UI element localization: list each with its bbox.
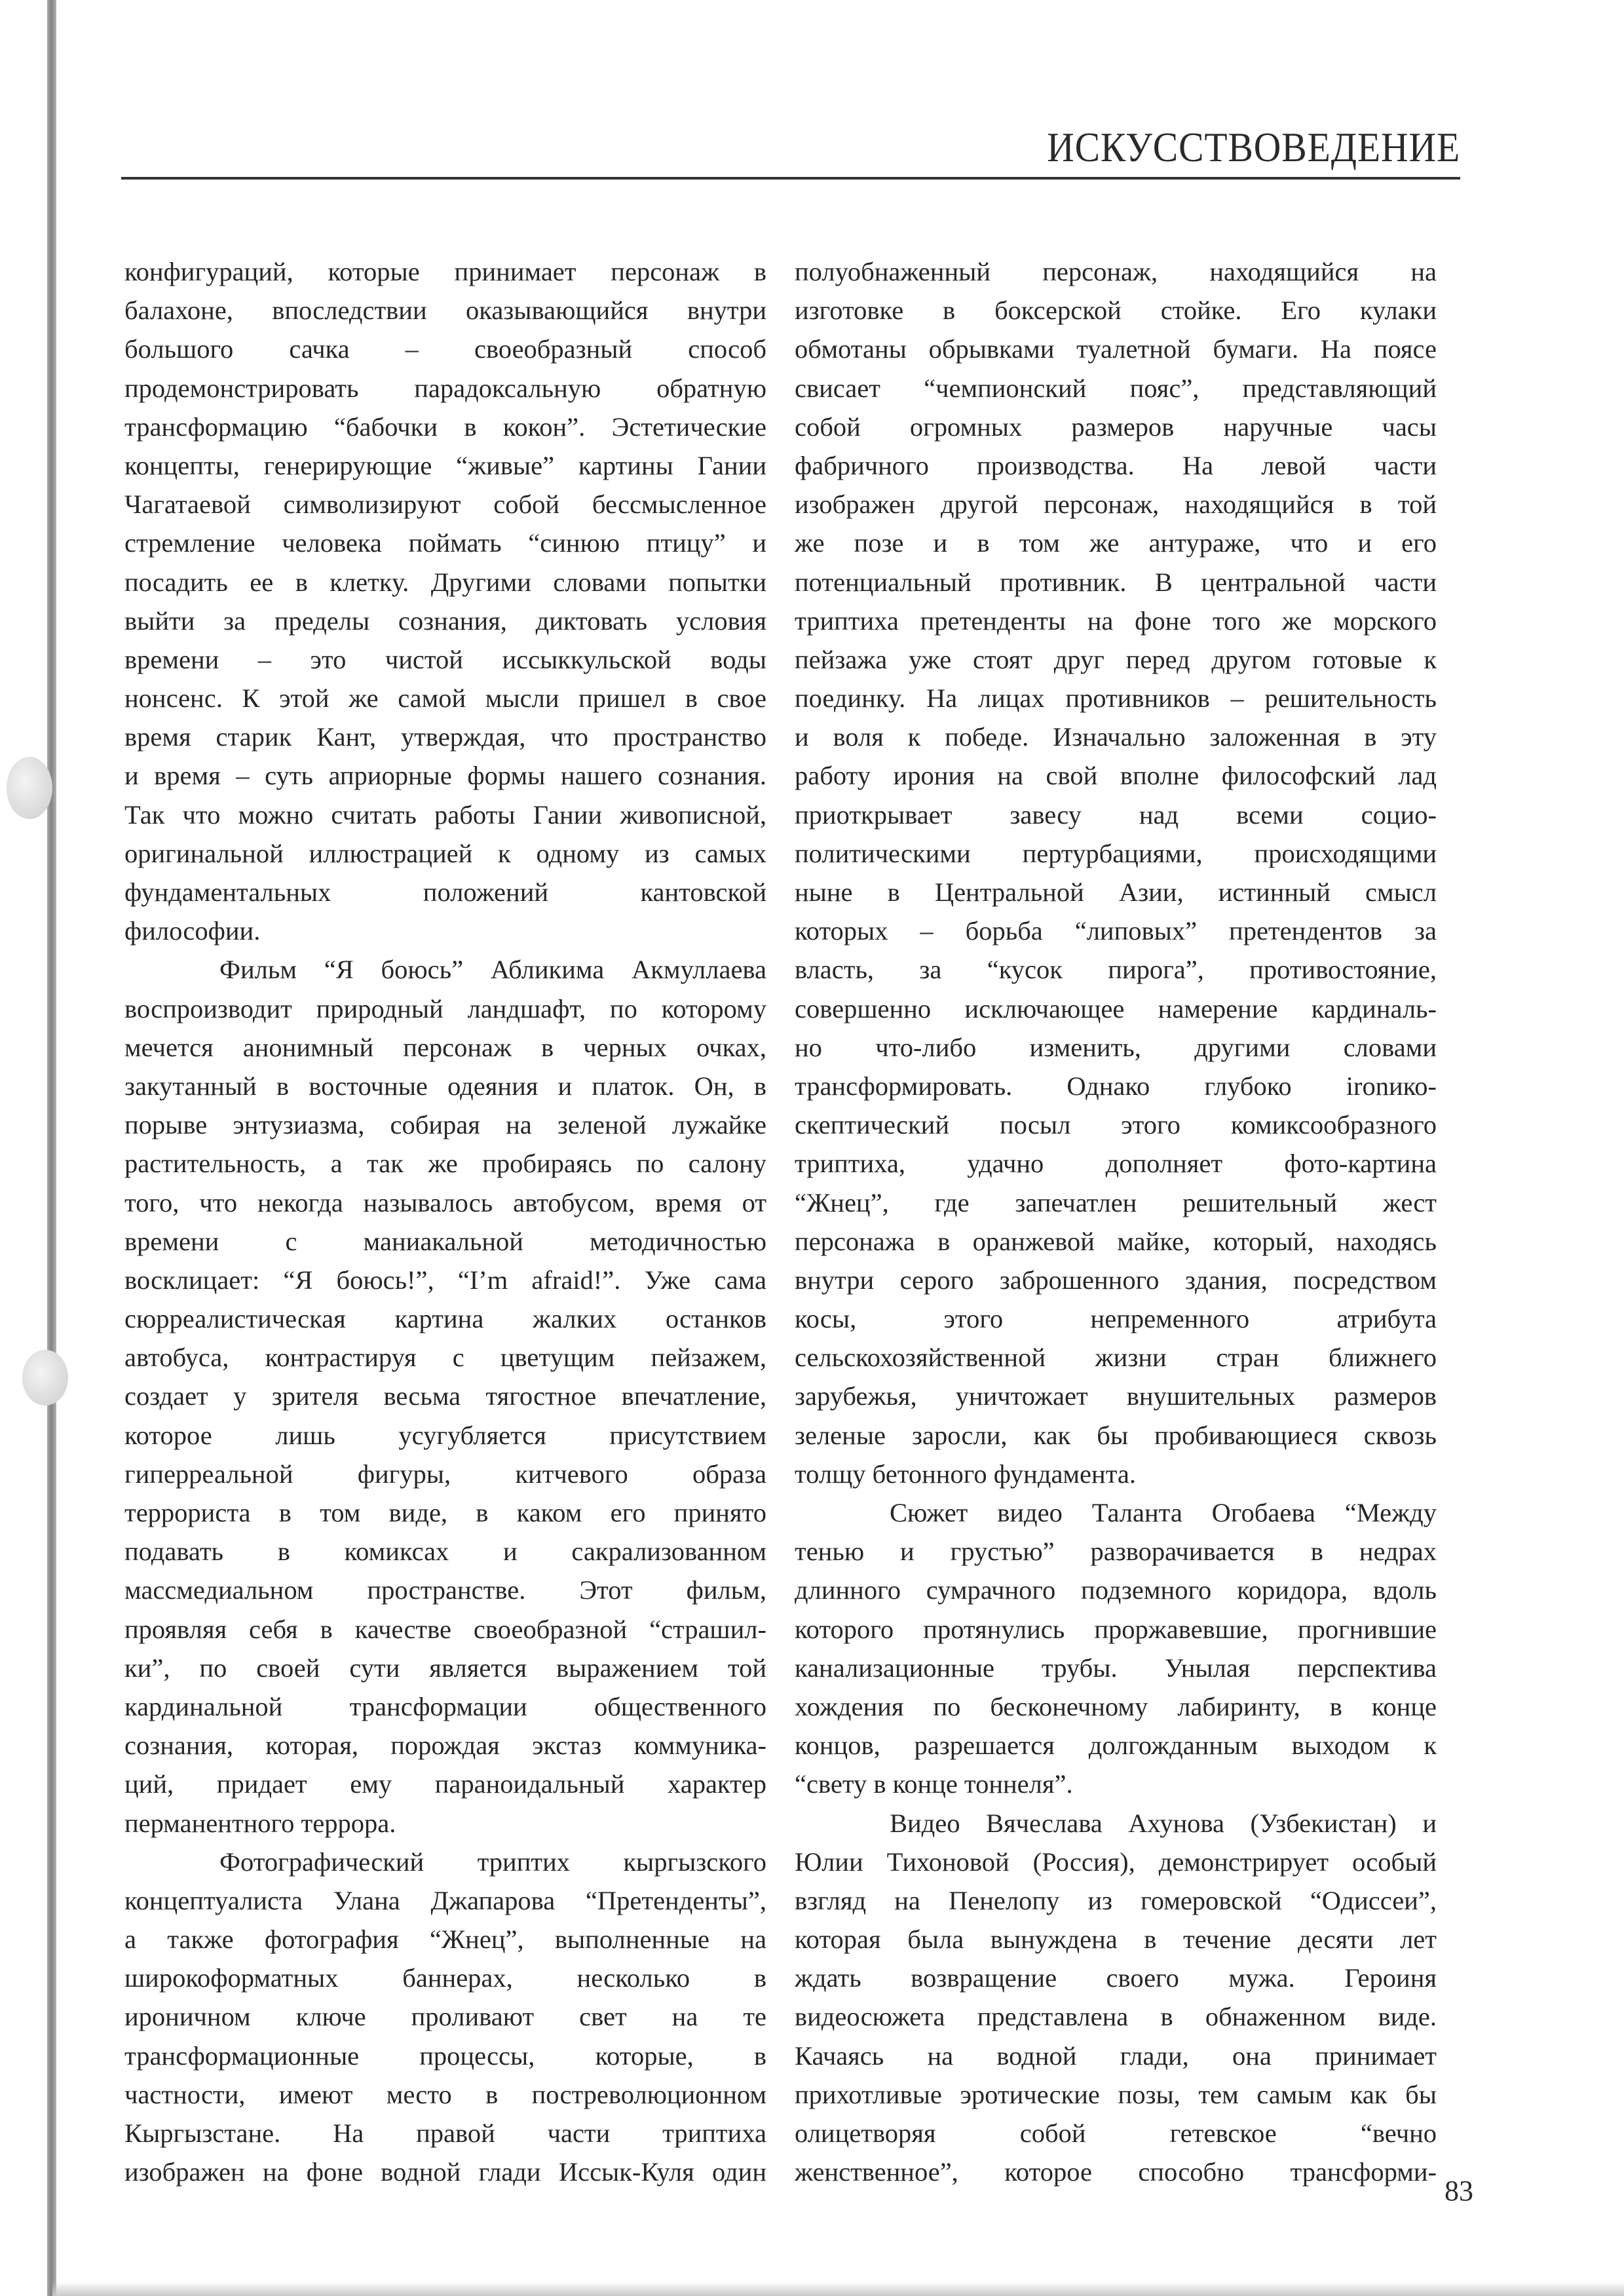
text-line: ждать возвращение своего мужа. Героиня xyxy=(795,1963,1437,1993)
text-line: полуобнаженный персонаж, находящийся на xyxy=(795,257,1437,286)
text-line: времени с маниакальной методичностью xyxy=(124,1226,766,1256)
paragraph xyxy=(795,1493,1437,1804)
text-line: воспроизводит природный ландшафт, по которому xyxy=(124,993,766,1024)
text-line: массмедиальном пространстве. Этот фильм, xyxy=(124,1575,766,1605)
text-line: которая была вынуждена в течение десяти лет xyxy=(795,1924,1437,1955)
text-line: ки”, по своей сути является выражением той xyxy=(124,1653,766,1683)
paragraph xyxy=(124,950,766,1842)
paragraph xyxy=(795,1804,1437,2192)
text-line: длинного сумрачного подземного коридора, вдоль xyxy=(795,1575,1437,1605)
text-line: изготовке в боксерской стойке. Его кулаки xyxy=(795,296,1437,326)
text-line: конфигураций, которые принимает персонаж в xyxy=(124,257,766,286)
text-line: концепты, генерирующие “живые” картины Гании xyxy=(124,450,766,480)
punch-hole xyxy=(7,757,52,819)
text-line: персонажа в оранжевой майке, который, находясь xyxy=(795,1226,1437,1256)
text-line: концов, разрешается долгожданным выходом к xyxy=(795,1731,1437,1761)
text-line: восклицает: “Я боюсь!”, “I’m afraid!”. Уже сама xyxy=(124,1265,766,1295)
text-line: Так что можно считать работы Гании живописной, xyxy=(124,799,766,830)
text-line: мечется анонимный персонаж в черных очках, xyxy=(124,1032,766,1062)
text-line: триптиха претенденты на фоне того же морского xyxy=(795,605,1437,636)
text-line: власть, за “кусок пирога”, противостояние, xyxy=(795,955,1437,985)
text-line: зеленые заросли, как бы пробивающиеся сквозь xyxy=(795,1420,1437,1450)
text-line: сюрреалистическая картина жалких останков xyxy=(124,1304,766,1334)
text-line: сельскохозяйственной жизни стран ближнего xyxy=(795,1343,1437,1373)
text-line: работу ирония на свой вполне философский лад xyxy=(795,761,1437,791)
scan-binding-shadow xyxy=(47,0,56,2296)
text-line: пейзажа уже стоят друг перед другом готовые к xyxy=(795,644,1437,674)
text-line: Видео Вячеслава Ахунова (Узбекистан) и xyxy=(890,1808,1437,1838)
text-line: потенциальный противник. В центральной части xyxy=(795,567,1437,597)
text-line: выйти за пределы сознания, диктовать условия xyxy=(124,605,766,636)
text-line: Фотографический триптих кыргызского xyxy=(219,1846,766,1877)
text-line: толщу бетонного фундамента. xyxy=(795,1459,1137,1489)
text-line: концептуалиста Улана Джапарова “Претенденты”, xyxy=(124,1885,766,1915)
text-line: видеосюжета представлена в обнаженном виде. xyxy=(795,2002,1437,2032)
text-line: создает у зрителя весьма тягостное впечатление, xyxy=(124,1381,766,1411)
text-line: Сюжет видео Таланта Огобаева “Между xyxy=(890,1498,1437,1527)
text-column-right xyxy=(795,252,1437,2191)
text-line: “Жнец”, где запечатлен решительный жест xyxy=(795,1187,1437,1217)
text-line: большого сачка – своеобразный способ xyxy=(124,334,766,364)
text-line: “свету в конце тоннеля”. xyxy=(795,1769,1073,1799)
text-line: но что-либо изменить, другими словами xyxy=(795,1032,1437,1062)
text-line: Кыргызстане. На правой части триптиха xyxy=(124,2118,766,2148)
text-line: фундаментальных положений кантовской xyxy=(124,877,766,907)
text-line: ций, придает ему параноидальный характер xyxy=(124,1769,766,1799)
paragraph xyxy=(124,1843,766,2192)
text-line: трансформационные процессы, которые, в xyxy=(124,2040,766,2071)
text-line: взгляд на Пенелопу из гомеровской “Одиссеи”, xyxy=(795,1885,1437,1915)
text-line: обмотаны обрывками туалетной бумаги. На поясе xyxy=(795,334,1437,364)
punch-hole xyxy=(22,1350,68,1406)
text-line: автобуса, контрастируя с цветущим пейзажем, xyxy=(124,1343,766,1373)
text-line: ныне в Центральной Азии, истинный смысл xyxy=(795,877,1437,907)
text-line: а также фотография “Жнец”, выполненные на xyxy=(124,1924,766,1955)
text-line: изображен другой персонаж, находящийся в той xyxy=(795,489,1437,520)
text-line: подавать в комиксах и сакрализованном xyxy=(124,1537,766,1567)
text-line: стремление человека поймать “синюю птицу” и xyxy=(124,528,766,558)
text-line: оригинальной иллюстрацией к одному из самых xyxy=(124,838,766,868)
text-line: изображен на фоне водной глади Иссык-Куля один xyxy=(124,2157,766,2187)
text-line: балахоне, впоследствии оказывающийся внутри xyxy=(124,296,766,326)
text-line: закутанный в восточные одеяния и платок. Он, в xyxy=(124,1071,766,1101)
text-line: того, что некогда называлось автобусом, время от xyxy=(124,1187,766,1217)
text-line: олицетворяя собой гетевское “вечно xyxy=(795,2118,1437,2148)
text-line: ироничном ключе проливают свет на те xyxy=(124,2002,766,2032)
text-line: приоткрывает завесу над всеми социо- xyxy=(795,799,1437,830)
page-number: 83 xyxy=(1445,2175,1473,2207)
text-line: совершенно исключающее намерение кардиналь- xyxy=(795,993,1437,1024)
text-line: косы, этого непременного атрибута xyxy=(795,1304,1437,1334)
text-line: Юлии Тихоновой (Россия), демонстрирует особый xyxy=(795,1846,1437,1877)
text-line: нонсенс. К этой же самой мысли пришел в свое xyxy=(124,683,766,714)
text-line: перманентного террора. xyxy=(124,1808,396,1838)
text-line: поединку. На лицах противников – решительность xyxy=(795,683,1437,714)
text-line: внутри серого заброшенного здания, посредством xyxy=(795,1265,1437,1295)
text-line: скептический посыл этого комиксообразного xyxy=(795,1110,1437,1140)
text-line: которого протянулись проржавевшие, прогнившие xyxy=(795,1614,1437,1644)
text-line: время старик Кант, утверждая, что пространство xyxy=(124,722,766,752)
text-line: широкоформатных баннерах, несколько в xyxy=(124,1963,766,1993)
header-rule xyxy=(121,177,1460,180)
text-line: Чагатаевой символизируют собой бессмысленное xyxy=(124,489,766,520)
text-line: сознания, которая, порождая экстаз коммуника- xyxy=(124,1731,766,1761)
text-line: прихотливые эротические позы, тем самым как бы xyxy=(795,2079,1437,2109)
text-line: продемонстрировать парадоксальную обратную xyxy=(124,373,766,403)
text-line: времени – это чистой иссыккульской воды xyxy=(124,644,766,674)
text-line: и время – суть априорные формы нашего сознания. xyxy=(124,761,766,791)
text-line: Фильм “Я боюсь” Абликима Акмуллаева xyxy=(219,955,766,985)
text-line: частности, имеют место в постреволюционном xyxy=(124,2079,766,2109)
text-line: проявляя себя в качестве своеобразной “страшил- xyxy=(124,1614,766,1644)
text-line: канализационные трубы. Унылая перспектива xyxy=(795,1653,1437,1683)
text-line: порыве энтузиазма, собирая на зеленой лужайке xyxy=(124,1110,766,1140)
text-line: которых – борьба “липовых” претендентов за xyxy=(795,916,1437,946)
text-line: и воля к победе. Изначально заложенная в эту xyxy=(795,722,1437,752)
running-header xyxy=(121,111,1473,183)
text-line: растительность, а так же пробираясь по салону xyxy=(124,1149,766,1179)
text-line: хождения по бесконечному лабиринту, в конце xyxy=(795,1691,1437,1721)
text-column-left xyxy=(124,252,766,2191)
text-line: зарубежья, уничтожает внушительных размеров xyxy=(795,1381,1437,1411)
text-line: философии. xyxy=(124,916,261,946)
text-line: тенью и грустью” разворачивается в недрах xyxy=(795,1537,1437,1567)
text-line: террориста в том виде, в каком его принято xyxy=(124,1498,766,1527)
text-line: женственное”, которое способно трансформи- xyxy=(795,2157,1437,2187)
text-line: свисает “чемпионский пояс”, представляющий xyxy=(795,373,1437,403)
text-line: собой огромных размеров наручные часы xyxy=(795,411,1437,442)
text-line: трансформацию “бабочки в кокон”. Эстетические xyxy=(124,411,766,442)
text-line: трансформировать. Однако глубоко ironико- xyxy=(795,1071,1437,1101)
text-line: посадить ее в клетку. Другими словами попытки xyxy=(124,567,766,597)
text-line: Качаясь на водной глади, она принимает xyxy=(795,2040,1437,2071)
section-title: ИСКУССТВОВЕДЕНИЕ xyxy=(1047,124,1460,170)
scan-bottom-shadow xyxy=(52,2282,1624,2296)
text-line: фабричного производства. На левой части xyxy=(795,450,1437,480)
text-line: политическими пертурбациями, происходящими xyxy=(795,838,1437,868)
text-line: кардинальной трансформации общественного xyxy=(124,1691,766,1721)
text-line: триптиха, удачно дополняет фото-картина xyxy=(795,1149,1437,1179)
text-line: гиперреальной фигуры, китчевого образа xyxy=(124,1459,766,1489)
text-line: которое лишь усугубляется присутствием xyxy=(124,1420,766,1450)
paragraph xyxy=(124,252,766,950)
paragraph xyxy=(795,252,1437,1493)
text-line: же позе и в том же антураже, что и его xyxy=(795,528,1437,558)
